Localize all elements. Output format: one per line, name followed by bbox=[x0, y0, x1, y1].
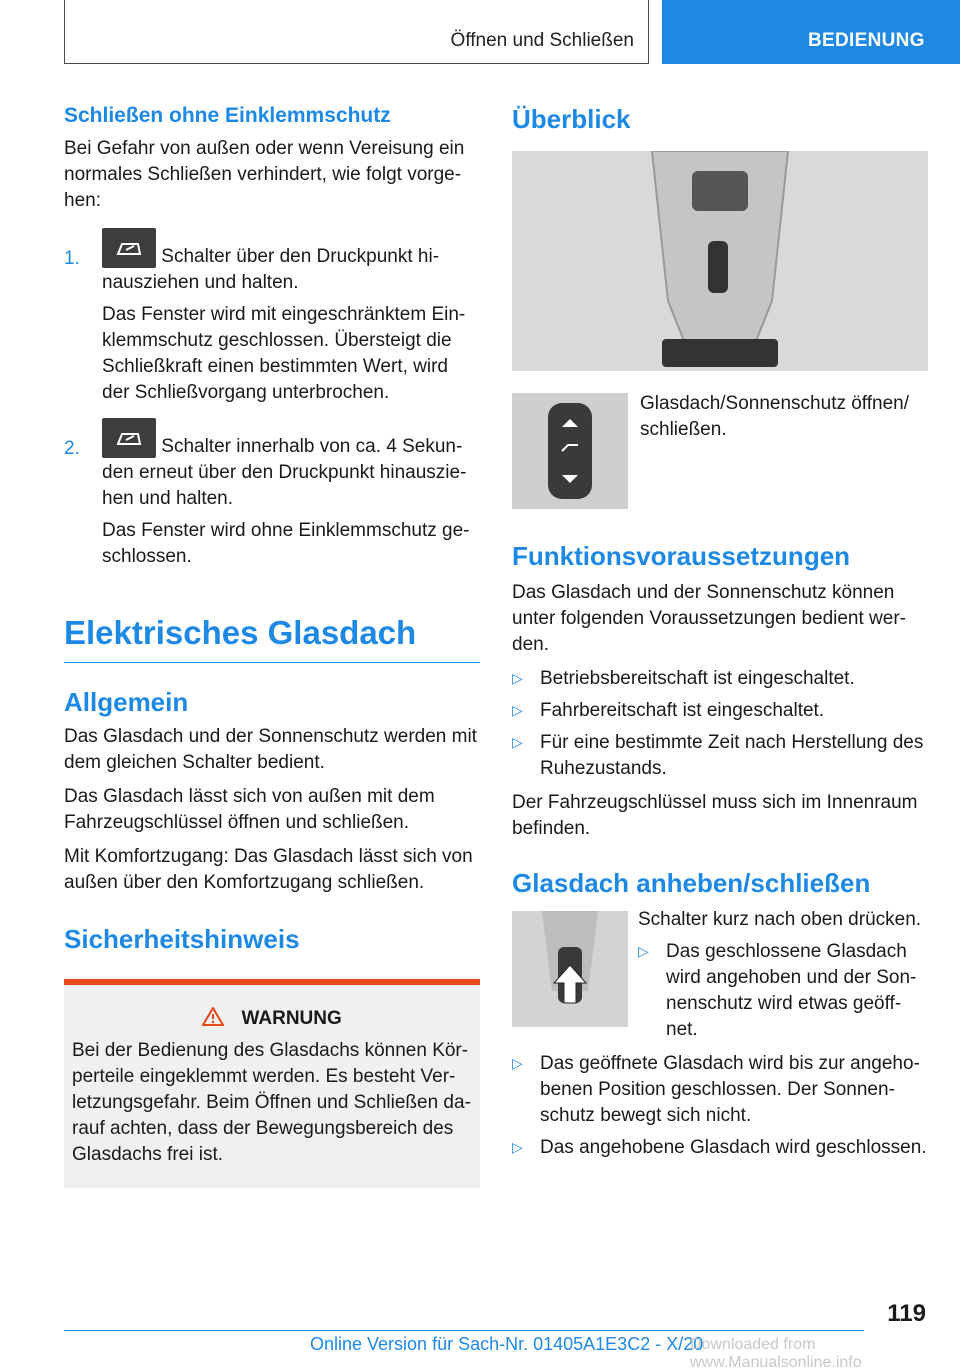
bullet-item bbox=[512, 666, 928, 692]
heading-sicherheitshinweis: Sicherheitshinweis bbox=[64, 924, 300, 954]
watermark: Downloaded from www.Manualsonline.info bbox=[690, 1336, 862, 1371]
triangle-bullet-icon: ▷ bbox=[638, 943, 649, 959]
step-text: Schalter über den Druckpunkt hi-nausziehen und halten. bbox=[102, 246, 440, 293]
bullet-text: Fahrbereitschaft ist eingeschaltet. bbox=[540, 700, 825, 721]
heading-funktionsvoraussetzungen: Funktionsvoraussetzungen bbox=[512, 541, 851, 571]
paragraph-allgemein-1: Das Glasdach und der Sonnenschutz werden mit dem gleichen Schalter bedient. bbox=[64, 726, 477, 773]
paragraph-anheben: Schalter kurz nach oben drücken. bbox=[638, 909, 922, 930]
right-column bbox=[512, 104, 928, 1161]
heading-ueberblick: Überblick bbox=[512, 104, 631, 134]
section-title: Öffnen und Schließen bbox=[450, 30, 634, 51]
bullet-item bbox=[512, 1051, 928, 1129]
triangle-bullet-icon: ▷ bbox=[512, 670, 523, 686]
paragraph-schluessel: Der Fahrzeugschlüssel muss sich im Innenraum befinden. bbox=[512, 792, 918, 839]
bullet-item bbox=[512, 1135, 928, 1161]
triangle-bullet-icon: ▷ bbox=[512, 1139, 523, 1155]
bullet-text: Für eine bestimmte Zeit nach Herstellung des Ruhezustands. bbox=[540, 732, 924, 779]
paragraph-close: Bei Gefahr von außen oder wenn Vereisung ein normales Schließen verhindert, wie folgt vorge-hen: bbox=[64, 138, 465, 211]
warning-title: WARNUNG bbox=[241, 1008, 342, 1029]
bullet-item bbox=[512, 698, 928, 724]
heading-glasdach: Elektrisches Glasdach bbox=[64, 614, 480, 663]
step-text: Schalter innerhalb von ca. 4 Sekun-den erneut über den Druckpunkt hinauszie-hen und halten. bbox=[102, 436, 467, 509]
header-section-box bbox=[64, 0, 649, 64]
triangle-bullet-icon: ▷ bbox=[512, 734, 523, 750]
footer-rule bbox=[64, 1330, 864, 1331]
left-column bbox=[64, 104, 480, 1188]
switch-up-image bbox=[512, 911, 628, 1027]
step-subtext: Das Fenster wird ohne Einklemmschutz ge-schlossen. bbox=[102, 520, 470, 567]
bullet-item bbox=[638, 939, 928, 1043]
step-number: 2. bbox=[64, 438, 80, 459]
triangle-bullet-icon: ▷ bbox=[512, 702, 523, 718]
warning-title-row bbox=[72, 1007, 472, 1030]
anheben-row bbox=[512, 911, 928, 1043]
chapter-title: BEDIENUNG bbox=[808, 30, 925, 51]
bullet-text: Das geöffnete Glasdach wird bis zur angeho-benen Position geschlossen. Der Sonnen-schutz bewegt sich nicht. bbox=[540, 1053, 920, 1126]
bullet-text: Das geschlossene Glasdach wird angehoben und der Son-nenschutz wird etwas geöff-net. bbox=[666, 941, 917, 1040]
page-number: 119 bbox=[887, 1300, 926, 1327]
window-switch-icon bbox=[102, 228, 156, 268]
paragraph-funktion: Das Glasdach und der Sonnenschutz können unter folgenden Voraussetzungen bedient wer-den. bbox=[512, 582, 906, 655]
header-chapter-box bbox=[662, 0, 960, 64]
paragraph-allgemein-2: Das Glasdach lässt sich von außen mit dem Fahrzeugschlüssel öffnen und schließen. bbox=[64, 786, 435, 833]
warning-text: Bei der Bedienung des Glasdachs können Kör-perteile eingeklemmt werden. Es besteht Ver-letzungsgefahr. Beim Öffnen und Schließen da-rauf achten, dass der Bewegungsbereich des Glasdachs frei ist. bbox=[72, 1040, 471, 1165]
bullet-text: Betriebsbereitschaft ist eingeschaltet. bbox=[540, 668, 855, 689]
step-number: 1. bbox=[64, 248, 80, 269]
bullet-item bbox=[512, 730, 928, 782]
triangle-bullet-icon: ▷ bbox=[512, 1055, 523, 1071]
step-2 bbox=[64, 418, 480, 570]
paragraph-allgemein-3: Mit Komfortzugang: Das Glasdach lässt sich von außen über den Komfortzugang schließen. bbox=[64, 846, 473, 893]
switch-row bbox=[512, 393, 928, 509]
step-subtext: Das Fenster wird mit eingeschränktem Ein-klemmschutz geschlossen. Übersteigt die Schließkraft einen bestimmten Wert, wird der Schließvorgang unterbrochen. bbox=[102, 304, 466, 403]
glasdach-switch-image bbox=[512, 393, 628, 509]
heading-allgemein: Allgemein bbox=[64, 687, 189, 717]
heading-anheben: Glasdach anheben/schließen bbox=[512, 868, 871, 898]
bullet-text: Das angehobene Glasdach wird geschlossen. bbox=[540, 1137, 927, 1158]
step-1 bbox=[64, 228, 480, 406]
switch-caption: Glasdach/Sonnenschutz öffnen/ schließen. bbox=[640, 393, 910, 440]
window-switch-icon bbox=[102, 418, 156, 458]
warning-triangle-icon bbox=[202, 1008, 241, 1029]
roof-console-image bbox=[512, 151, 928, 371]
warning-box bbox=[64, 979, 480, 1188]
footer-online-version: Online Version für Sach-Nr. 01405A1E3C2 - X/20 bbox=[310, 1334, 704, 1354]
anheben-text-block bbox=[638, 907, 928, 1043]
heading-close-without-protection: Schließen ohne Einklemmschutz bbox=[64, 104, 391, 127]
